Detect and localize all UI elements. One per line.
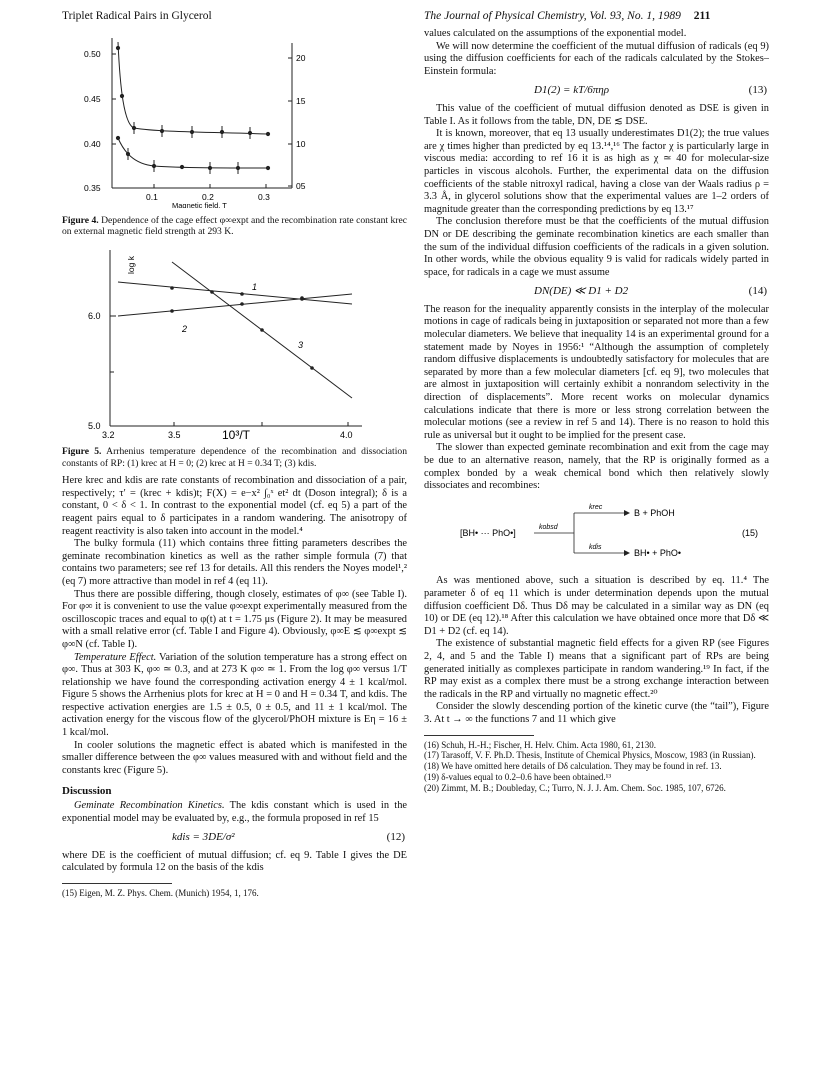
fig4-curve-cage-effect: [118, 42, 268, 134]
fig5-ytick-1: 5.0: [88, 420, 101, 431]
left-column: [62, 28, 407, 899]
fig4-xtick-0: 0.1: [146, 192, 158, 202]
fig4-ytick-right-1: 15: [296, 96, 306, 106]
figure-4-caption-text: Dependence of the cage effect φ∞expt and the recombination rate constant krec on external magnetic field strength at 293 K.: [62, 214, 407, 238]
figure-5-plot: [62, 244, 407, 440]
scheme-number: (15): [742, 527, 759, 538]
left-paragraph-6: [62, 800, 407, 825]
right-paragraph-3: This value of the coefficient of mutual diffusion denoted as DSE is given in Table I. As it follows from the table, DN, DE ≲ DSE.: [424, 102, 769, 127]
fig5-line-1: [118, 282, 352, 304]
footnote-15: (15) Eigen, M. Z. Phys. Chem. (Munich) 1954, 1, 176.: [62, 888, 259, 898]
scheme-complex: [BH• ··· PhO•]: [460, 527, 516, 538]
geminate-head: Geminate Recombination Kinetics.: [74, 800, 225, 812]
reaction-scheme-15: [424, 501, 769, 565]
fig4-ytick-right-3: 05: [296, 181, 306, 191]
figure-4-plot: [62, 28, 407, 208]
equation-12-body: kdis = 3DE/σ²: [172, 831, 235, 844]
left-paragraph-7: where DE is the coefficient of mutual diffusion; cf. eq 9. Table I gives the DE calculated by formula 12 on the basis of the kdis: [62, 849, 407, 874]
fig4-ytick-left-1: 0.45: [84, 94, 101, 104]
right-paragraph-9: The existence of substantial magnetic field effects for a given RP (see Figures 2, 4, and 5 and the Table I) means that a significant part of RPs are being generated initially as complexes participate in random wandering.¹⁹ In fact, if the RP may exist as a complex there must be a strong exchange interaction between the radicals in the RP and virtually no magnetic effect.²⁰: [424, 638, 769, 700]
left-paragraph-4: [62, 652, 407, 740]
fig5-ytick-0: 6.0: [88, 310, 101, 321]
equation-13-number: (13): [748, 84, 767, 97]
scheme-product-rec: B + PhOH: [634, 507, 675, 518]
fig4-xlabel: Magnetic field, T: [172, 201, 227, 208]
right-paragraph-8: As was mentioned above, such a situation is described by eq. 11.⁴ The parameter δ of eq 11 which is under determination depends upon the mutual diffusion coefficient Dδ. Thus Dδ may be calculated in a similar way as DN (eq 10) or DE (eq 12).¹⁸ After this calculation we have obtained once more that Dδ ≪ D1 + D2 (cf. eq 14).: [424, 575, 769, 637]
left-paragraph-3: Thus there are possible differing, though closely, estimates of φ∞ (see Table I). For φ∞ it is convenient to use the value φ∞expt experimentally measured from the oscilloscopic traces and equal to φ(t) at t = 1.75 μs (Figure 2). It may be measured with a small relative error (cf. Table I and Figure 4). Obviously, φ∞E ≲ φ∞expt ≲ φ∞N (cf. Table I).: [62, 588, 407, 650]
fig5-xtick-1: 3.5: [168, 429, 181, 440]
right-paragraph-2: We will now determine the coefficient of the mutual diffusion of radicals (eq 9) using the diffusion coefficients for each of the radicals calculated by the Stokes–Einstein formula:: [424, 40, 769, 77]
fig5-ylabel: log k: [126, 255, 136, 274]
footnote-18: (18) We have omitted here details of Dδ calculation. They may be found in ref. 13.: [424, 761, 722, 772]
running-head: Triplet Radical Pairs in Glycerol: [62, 10, 212, 22]
fig4-ytick-right-0: 20: [296, 53, 306, 63]
right-column: [424, 28, 769, 793]
left-paragraph-2: The bulky formula (11) which contains three fitting parameters describes the geminate recombination kinetics as well as the rather simple formula (7) that contains two parameters; see ref 13 for details. All this renders the Noyes model¹,² (eq 7) more attractive than model in ref 4 (eq 11).: [62, 538, 407, 587]
left-paragraph-5: In cooler solutions the magnetic effect is abated which is manifested in the smaller difference between the φ∞ values measured with and without field and the constants krec (Figure 5).: [62, 739, 407, 776]
fig4-curve-krec: [118, 138, 268, 168]
fig4-points: [116, 46, 269, 174]
equation-14: [424, 285, 769, 298]
scheme-kdis: kdis: [589, 543, 602, 551]
left-paragraph-1: Here krec and kdis are rate constants of recombination and dissociation of a pair, respectively; τ′ = (krec + kdis)t; F(X) = e−x² ∫₀ˣ et² dt (Doson integral); δ is a constant, 0 < δ < 1. In contrast to the exponential model (cf. eq 5) a part of the reagent pairs equal to δ participates in a random wandering. The anisotropy of reagent reactivity is also taken into account in the model.⁴: [62, 475, 407, 537]
figure-5-caption-text: Arrhenius temperature dependence of the recombination and dissociation constants of RP: (1) krec at H = 0; (2) krec at H = 0.34 T; (3) kdis.: [62, 446, 407, 469]
figure-5-caption: [62, 446, 407, 469]
journal-head: [424, 10, 710, 22]
equation-12: [62, 831, 407, 844]
fig4-xtick-2: 0.3: [258, 192, 270, 202]
fig4-xtick-1: 0.2: [202, 192, 214, 202]
footnote-rule-right: [424, 735, 534, 736]
fig5-curve-label-2: 2: [182, 323, 188, 334]
scheme-product-dis: BH• + PhO•: [634, 547, 682, 558]
scheme-krec: krec: [589, 503, 603, 511]
geminate-text: The kdis constant which is used in the exponential model may be evaluated by, e.g., the formula proposed in ref 15: [62, 800, 408, 824]
fig4-ytick-left-3: 0.35: [84, 183, 101, 193]
footnote-rule: [62, 883, 172, 884]
temperature-effect-text: Variation of the solution temperature has a strong effect on φ∞. Thus at 303 K, φ∞ ≃ 0.3, and at 273 K φ∞ ≃ 1. From the log φ∞ versus 1/T relationship we have found the corresponding activation energy 4 ± 1 kcal/mol. Figure 5 shows the Arrhenius plots for krec at H = 0 and H = 0.34 T, and kdis. The respective activation energies are 1.5 ± 0.5, 0 ± 0.5, and 11 ± 1 kcal/mol. The activation energy for the viscous flow of the glycerol/PhOH mixture is Eη = 16 ± 1 kcal/mol.: [62, 651, 408, 739]
equation-13: [424, 84, 769, 97]
right-paragraph-1: values calculated on the assumptions of the exponential model.: [424, 28, 687, 39]
fig5-line-2: [118, 294, 352, 316]
right-paragraph-6: The reason for the inequality apparently consists in the interplay of the molecular motions in cage of radicals being in juxtaposition or separated not more than a few molecular diameters. We believe that inequality 14 is an experimental ground for a statement made by Noyes in 1956:¹ “Although the assumption of completely random diffusive displacements is undoubtedly satisfactory for molecules that are separated by more than a few molecular diameters [cf. eq 9], two molecules that are almost in juxtaposition will certainly exhibit a nonrandom selectivity in the direction of displacements”. More recent works on molecular dynamics calculations indicate that there is more or less strong correlation between the molecular motions (see a review in ref 5 and 14). There is no reason to hold this rule as universal but it ought to be implied for the present case.: [424, 303, 769, 441]
journal-citation: The Journal of Physical Chemistry, Vol. 93, No. 1, 1989: [424, 10, 681, 22]
equation-12-number: (12): [386, 831, 405, 844]
page-number: 211: [693, 10, 711, 22]
footnote-20: (20) Zimmt, M. B.; Doubleday, C.; Turro, N. J. J. Am. Chem. Soc. 1985, 107, 6726.: [424, 782, 726, 793]
equation-14-body: DN(DE) ≪ D1 + D2: [534, 285, 629, 298]
fig5-xtick-0: 3.2: [102, 429, 115, 440]
fig4-ytick-left-2: 0.40: [84, 139, 101, 149]
temperature-effect-head: Temperature Effect.: [74, 651, 157, 663]
figure-4-caption: [62, 215, 407, 238]
fig5-curve-label-1: 1: [252, 281, 258, 292]
figure-4-caption-label: Figure 4.: [62, 214, 99, 226]
scheme-kobsd: kobsd: [539, 523, 558, 531]
fig5-xlabel: 10³/T: [222, 427, 251, 440]
fig4-ytick-right-2: 10: [296, 139, 306, 149]
equation-13-body: D1(2) = kT/6πηρ: [534, 84, 609, 97]
right-paragraph-7: The slower than expected geminate recombination and exit from the cage may be due to an alternative reason, namely, that the RP is originally formed as a complex bonded by a weak chemical bond which then relatively slowly dissociates and recombines:: [424, 442, 769, 492]
discussion-heading: Discussion: [62, 785, 112, 798]
equation-14-number: (14): [748, 285, 767, 298]
footnote-19: (19) δ-values equal to 0.2–0.6 have been obtained.¹³: [424, 771, 612, 782]
fig5-xtick-2: 4.0: [340, 429, 353, 440]
right-paragraph-4: It is known, moreover, that eq 13 usually underestimates D1(2); the true values are χ times higher than predicted by eq 13.¹⁴,¹⁶ The factor χ is particularly large in viscous media: according to ref 16 it is as high as χ ≃ 40 for molecular-size particles in viscous alcohols. Further, the experimental data on the diffusion coefficients of the stable nitroxyl radical, having a close van der Waals radius ρ = 3.3 Å, in glycerol solutions show that the experimental values are 1–2 orders of magnitude greater than the corresponding predictions by eq 13.¹⁷: [424, 128, 769, 215]
footnote-17: (17) Tarasoff, V. F. Ph.D. Thesis, Institute of Chemical Physics, Moscow, 1983 (in Russian).: [424, 750, 756, 761]
fig4-ytick-left-0: 0.50: [84, 49, 101, 59]
right-paragraph-5: The conclusion therefore must be that the coefficients of the mutual diffusion DN or DE describing the geminate recombination kinetics are each smaller than the sum of the individual diffusion coefficients of the radicals in a given solution. In other words, while the obvious equality 9 is valid for radicals widely parted in space, for radicals in a cage we must assume: [424, 216, 769, 278]
figure-5-caption-label: Figure 5.: [62, 446, 102, 458]
right-paragraph-10: Consider the slowly descending portion of the kinetic curve (the “tail”), Figure 3. At t → ∞ the functions 7 and 11 which give: [424, 701, 769, 725]
fig5-curve-label-3: 3: [298, 339, 304, 350]
footnote-16: (16) Schuh, H.-H.; Fischer, H. Helv. Chim. Acta 1980, 61, 2130.: [424, 739, 657, 750]
